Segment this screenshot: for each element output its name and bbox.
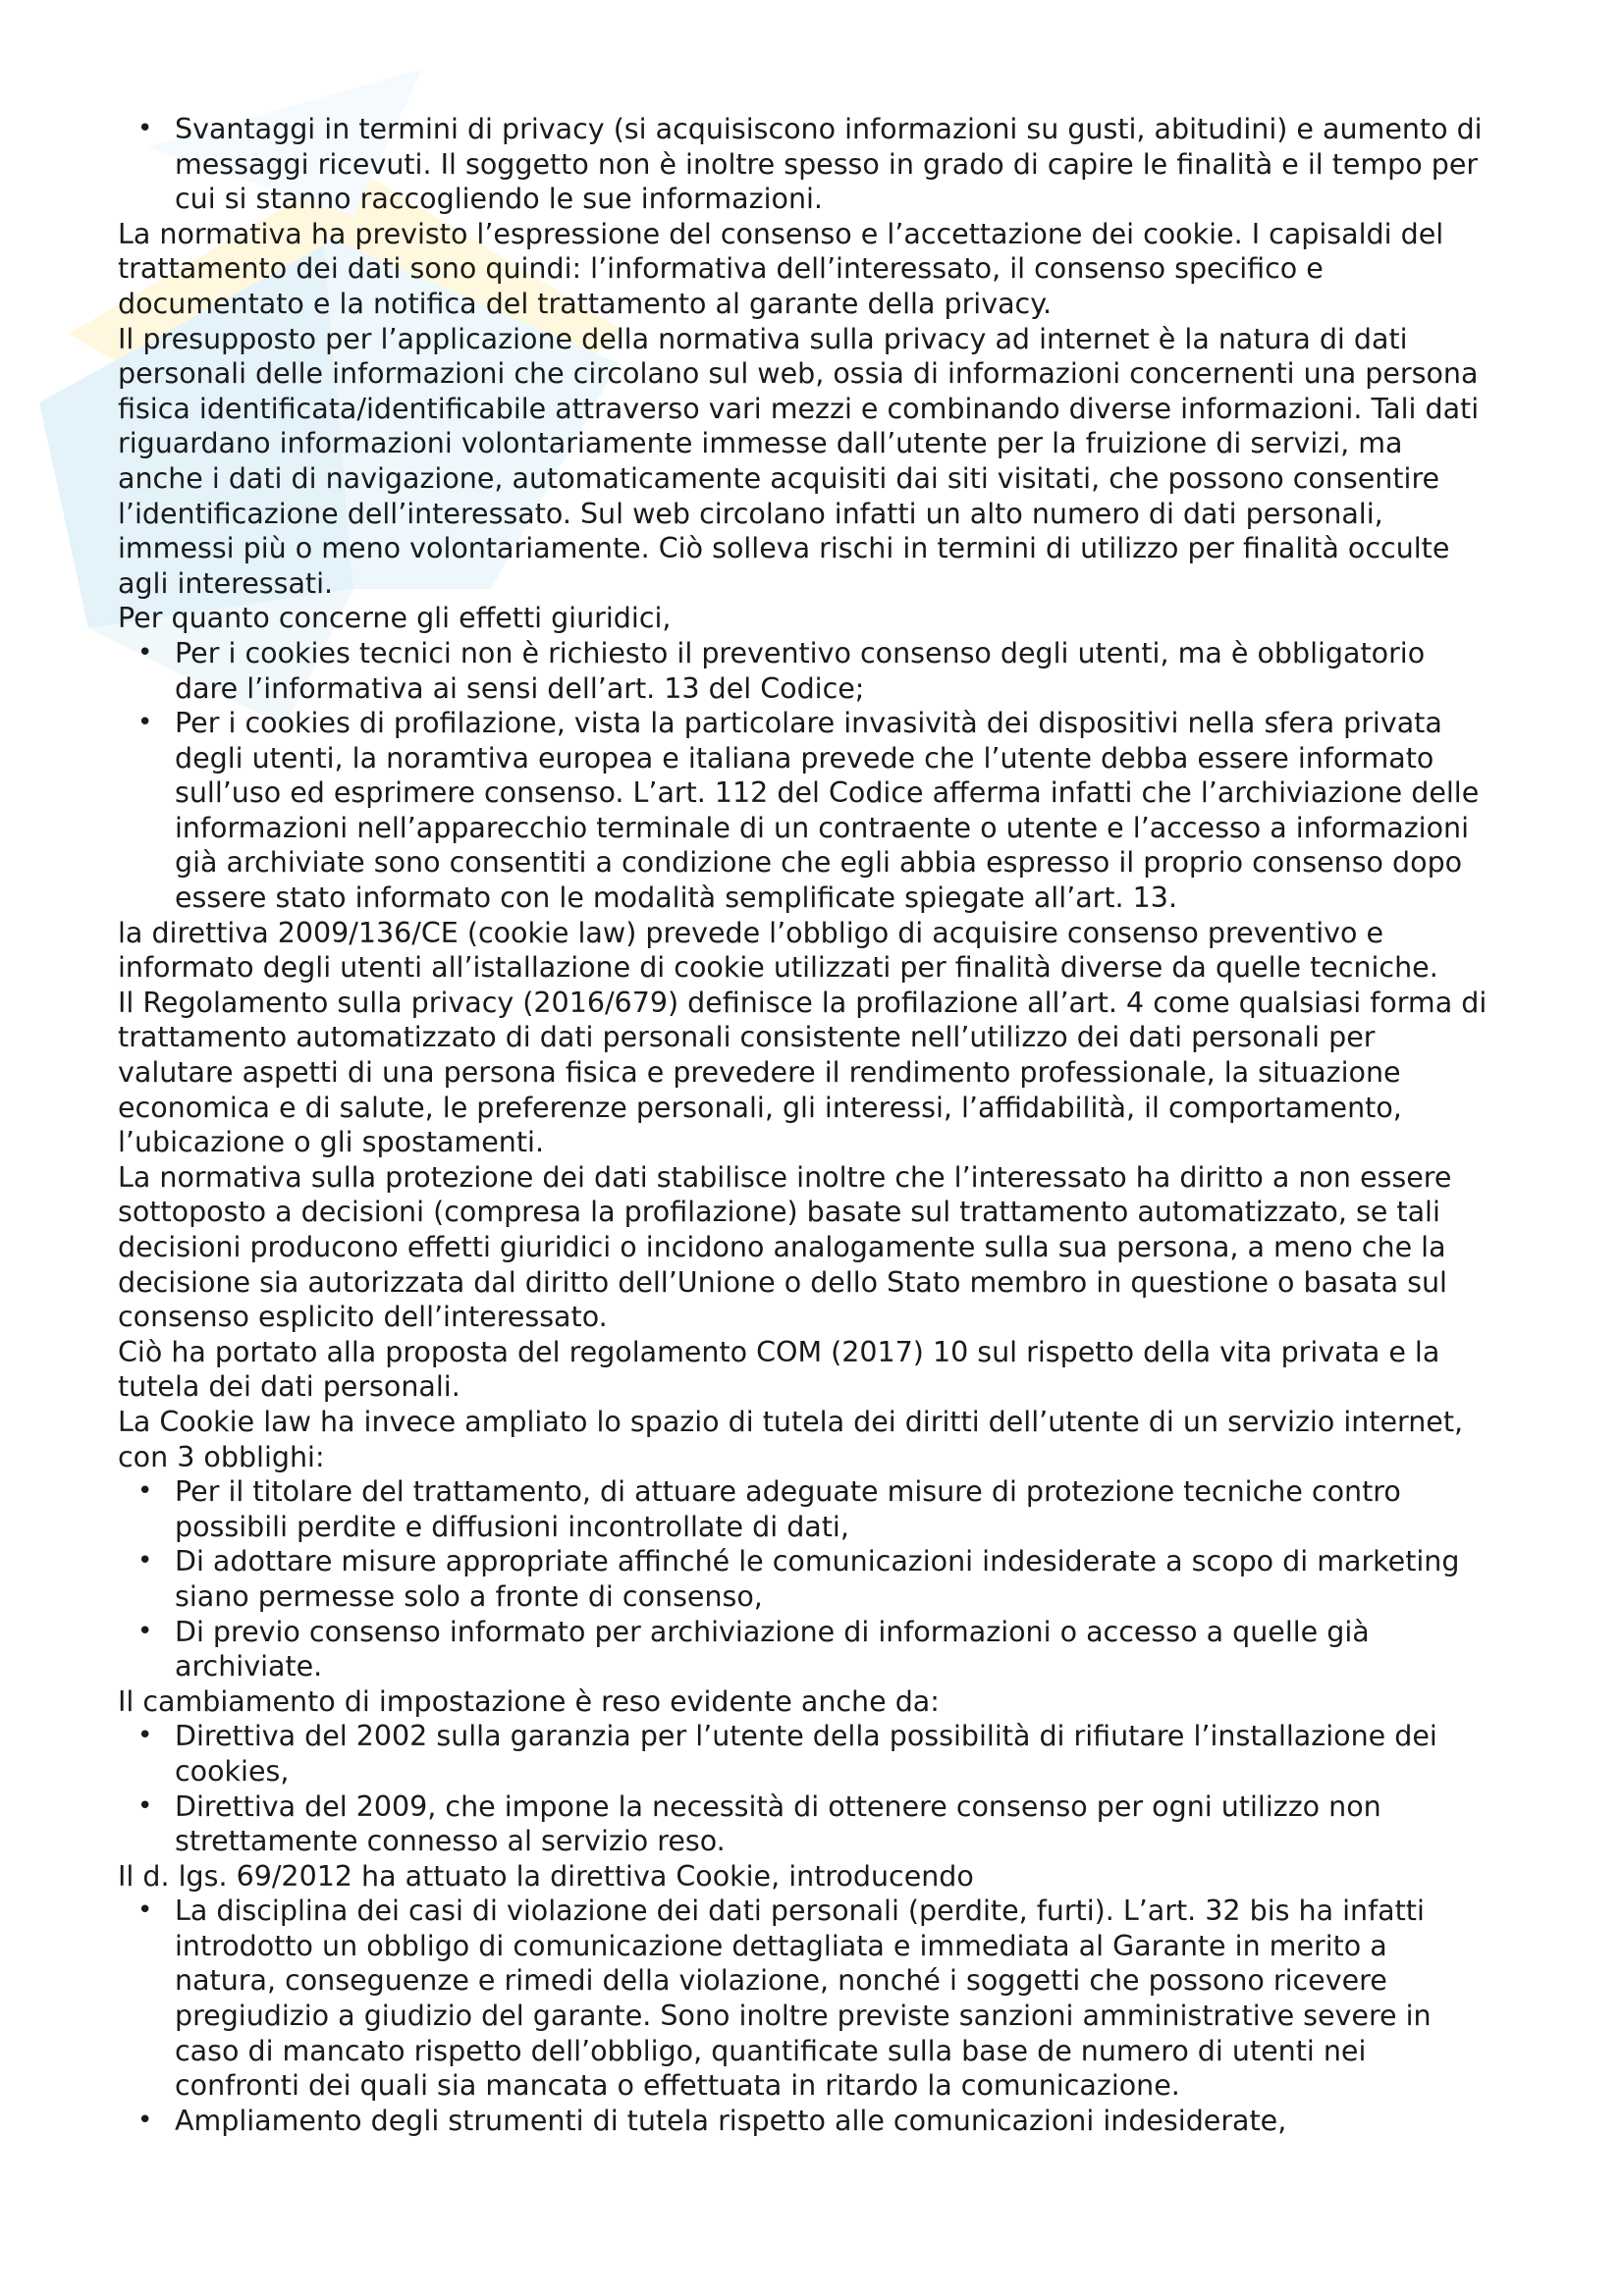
list-item: • Di adottare misure appropriate affinché le comunicazioni indesiderate a scopo di marketing siano permesse solo a fronte di consenso, <box>175 1544 1492 1614</box>
list-item: • Direttiva del 2002 sulla garanzia per l’utente della possibilità di rifiutare l’installazione dei cookies, <box>175 1719 1492 1789</box>
bullet-list <box>118 1894 1492 2138</box>
paragraph: la direttiva 2009/136/CE (cookie law) prevede l’obbligo di acquisire consenso preventivo e informato degli utenti all’istallazione di cookie utilizzati per finalità diverse da quelle tecniche. <box>118 916 1438 985</box>
paragraph: La normativa sulla protezione dei dati stabilisce inoltre che l’interessato ha diritto a non essere sottoposto a decisioni (compresa la profilazione) basate sul trattamento automatizzato, se tali decisioni producono effetti giuridici o incidono analogamente sulla sua persona, a meno che la decisione sia autorizzata dal diritto dell’Unione o dello Stato membro in questione o basata sul consenso esplicito dell’interessato. <box>118 1160 1452 1334</box>
paragraph: Il presupposto per l’applicazione della normativa sulla privacy ad internet è la natura di dati personali delle informazioni che circolano sul web, ossia di informazioni concernenti una persona fisica identificata/identificabile attraverso vari mezzi e combinando diverse informazioni. Tali dati riguardano informazioni volontariamente immesse dall’utente per la fruizione di servizi, ma anche i dati di navigazione, automaticamente acquisiti dai siti visitati, che possono consentire l’identificazione dell’interessato. Sul web circolano infatti un alto numero di dati personali, immessi più o meno volontariamente. Ciò solleva rischi in termini di utilizzo per finalità occulte agli interessati. <box>118 322 1480 600</box>
paragraph: Per quanto concerne gli effetti giuridici, <box>118 602 672 635</box>
bullet-list <box>118 1474 1492 1684</box>
list-item: • Svantaggi in termini di privacy (si acquisiscono informazioni su gusti, abitudini) e aumento di messaggi ricevuti. Il soggetto non è inoltre spesso in grado di capire le finalità e il tempo per cui si stanno raccogliendo le sue informazioni. <box>175 112 1492 217</box>
paragraph: Il d. lgs. 69/2012 ha attuato la direttiva Cookie, introducendo <box>118 1859 974 1893</box>
list-item: • Di previo consenso informato per archiviazione di informazioni o accesso a quelle già archiviate. <box>175 1615 1492 1684</box>
paragraph: Il cambiamento di impostazione è reso evidente anche da: <box>118 1684 940 1718</box>
list-item: • La disciplina dei casi di violazione dei dati personali (perdite, furti). L’art. 32 bis ha infatti introdotto un obbligo di comunicazione dettagliata e immediata al Garante in merito a natura, conseguenze e rimedi della violazione, nonché i soggetti che possono ricevere pregiudizio a giudizio del garante. Sono inoltre previste sanzioni amministrative severe in caso di mancato rispetto dell’obbligo, quantificate sulla base de numero di utenti nei confronti dei quali sia mancata o effettuata in ritardo la comunicazione. <box>175 1894 1492 2104</box>
bullet-list <box>118 1719 1492 1858</box>
bullet-list <box>118 112 1492 217</box>
list-item: • Direttiva del 2009, che impone la necessità di ottenere consenso per ogni utilizzo non strettamente connesso al servizio reso. <box>175 1789 1492 1859</box>
list-item: • Per il titolare del trattamento, di attuare adeguate misure di protezione tecniche contro possibili perdite e diffusioni incontrollate di dati, <box>175 1474 1492 1544</box>
list-item: • Ampliamento degli strumenti di tutela rispetto alle comunicazioni indesiderate, <box>175 2104 1492 2139</box>
list-item: • Per i cookies di profilazione, vista la particolare invasività dei dispositivi nella sfera privata degli utenti, la noramtiva europea e italiana prevede che l’utente debba essere informato sull’uso ed esprimere consenso. L’art. 112 del Codice afferma infatti che l’archiviazione delle informazioni nell’apparecchio terminale di un contraente o utente e l’accesso a informazioni già archiviate sono consentiti a condizione che egli abbia espresso il proprio consenso dopo essere stato informato con le modalità semplificate spiegate all’art. 13. <box>175 706 1492 916</box>
bullet-list <box>118 636 1492 916</box>
paragraph: La Cookie law ha invece ampliato lo spazio di tutela dei diritti dell’utente di un servizio internet, con 3 obblighi: <box>118 1405 1464 1473</box>
paragraph: Ciò ha portato alla proposta del regolamento COM (2017) 10 sul rispetto della vita privata e la tutela dei dati personali. <box>118 1335 1440 1404</box>
document-page <box>118 112 1492 2138</box>
list-item: • Per i cookies tecnici non è richiesto il preventivo consenso degli utenti, ma è obbligatorio dare l’informativa ai sensi dell’art. 13 del Codice; <box>175 636 1492 706</box>
paragraph: Il Regolamento sulla privacy (2016/679) definisce la profilazione all’art. 4 come qualsiasi forma di trattamento automatizzato di dati personali consistente nell’utilizzo dei dati personali per valutare aspetti di una persona fisica e prevedere il rendimento professionale, la situazione economica e di salute, le preferenze personali, gli interessi, l’affidabilità, il comportamento, l’ubicazione o gli spostamenti. <box>118 986 1488 1159</box>
paragraph: La normativa ha previsto l’espressione del consenso e l’accettazione dei cookie. I capisaldi del trattamento dei dati sono quindi: l’informativa dell’interessato, il consenso specifico e documentato e la notifica del trattamento al garante della privacy. <box>118 217 1444 320</box>
